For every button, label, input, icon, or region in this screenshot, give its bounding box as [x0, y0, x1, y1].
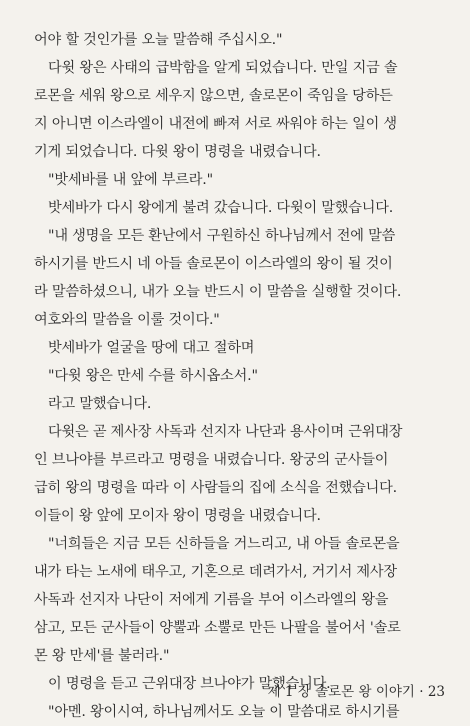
- page-footer: 제 1 장 솔로몬 왕 이야기 · 23: [267, 684, 445, 700]
- text-line: 여호와의 말씀을 이룰 것이다.": [34, 312, 220, 328]
- body-text: [34, 26, 442, 726]
- text-line: 다윗 왕은 사태의 급박함을 알게 되었습니다. 만일 지금 솔: [48, 60, 398, 76]
- text-line: 어야 할 것인가를 오늘 말씀해 주십시오.": [34, 32, 283, 48]
- text-line: 몬 왕 만세'를 불러라.": [34, 648, 170, 664]
- text-line: 지 아니면 이스라엘이 내전에 빠져 서로 싸워야 하는 일이 생: [34, 116, 397, 132]
- text-line: "다윗 왕은 만세 수를 하시옵소서.": [48, 368, 258, 384]
- text-line: 기게 되었습니다. 다윗 왕이 명령을 내렸습니다.: [34, 144, 321, 160]
- text-line: 밧세바가 다시 왕에게 불려 갔습니다. 다윗이 말했습니다.: [48, 200, 394, 216]
- text-line: 다윗은 곧 제사장 사독과 선지자 나단과 용사이며 근위대장: [48, 424, 403, 440]
- text-line: 밧세바가 얼굴을 땅에 대고 절하며: [48, 340, 255, 356]
- text-line: 급히 왕의 명령을 따라 이 사람들의 집에 소식을 전했습니다.: [34, 480, 397, 496]
- text-line: 인 브나야를 부르라고 명령을 내렸습니다. 왕궁의 군사들이: [34, 452, 389, 468]
- text-line: 사독과 선지자 나단이 저에게 기름을 부어 이스라엘의 왕을: [34, 592, 389, 608]
- text-line: "밧세바를 내 앞에 부르라.": [48, 172, 213, 188]
- text-line: 이 명령을 듣고 근위대장 브나야가 말했습니다.: [48, 676, 331, 692]
- text-line: 내가 타는 노새에 태우고, 기혼으로 데려가서, 거기서 제사장: [34, 564, 397, 580]
- text-line: "너희들은 지금 모든 신하들을 거느리고, 내 아들 솔로몬을: [48, 536, 400, 552]
- text-line: 이들이 왕 앞에 모이자 왕이 명령을 내렸습니다.: [34, 508, 321, 524]
- text-line: 라 말씀하셨으니, 내가 오늘 반드시 이 말씀을 실행할 것이다.: [34, 284, 402, 300]
- text-line: 로몬을 세워 왕으로 세우지 않으면, 솔로몬이 죽임을 당하든: [34, 88, 393, 104]
- text-line: "내 생명을 모든 환난에서 구원하신 하나님께서 전에 말씀: [48, 228, 396, 244]
- text-line: "아멘. 왕이시여, 하나님께서도 오늘 이 말씀대로 하시기를: [48, 704, 400, 720]
- text-line: 하시기를 반드시 네 아들 솔로몬이 이스라엘의 왕이 될 것이: [34, 256, 393, 272]
- text-line: 삼고, 모든 군사들이 양뿔과 소뿔로 만든 나팔을 불어서 '솔로: [34, 620, 401, 636]
- text-line: 라고 말했습니다.: [48, 396, 152, 412]
